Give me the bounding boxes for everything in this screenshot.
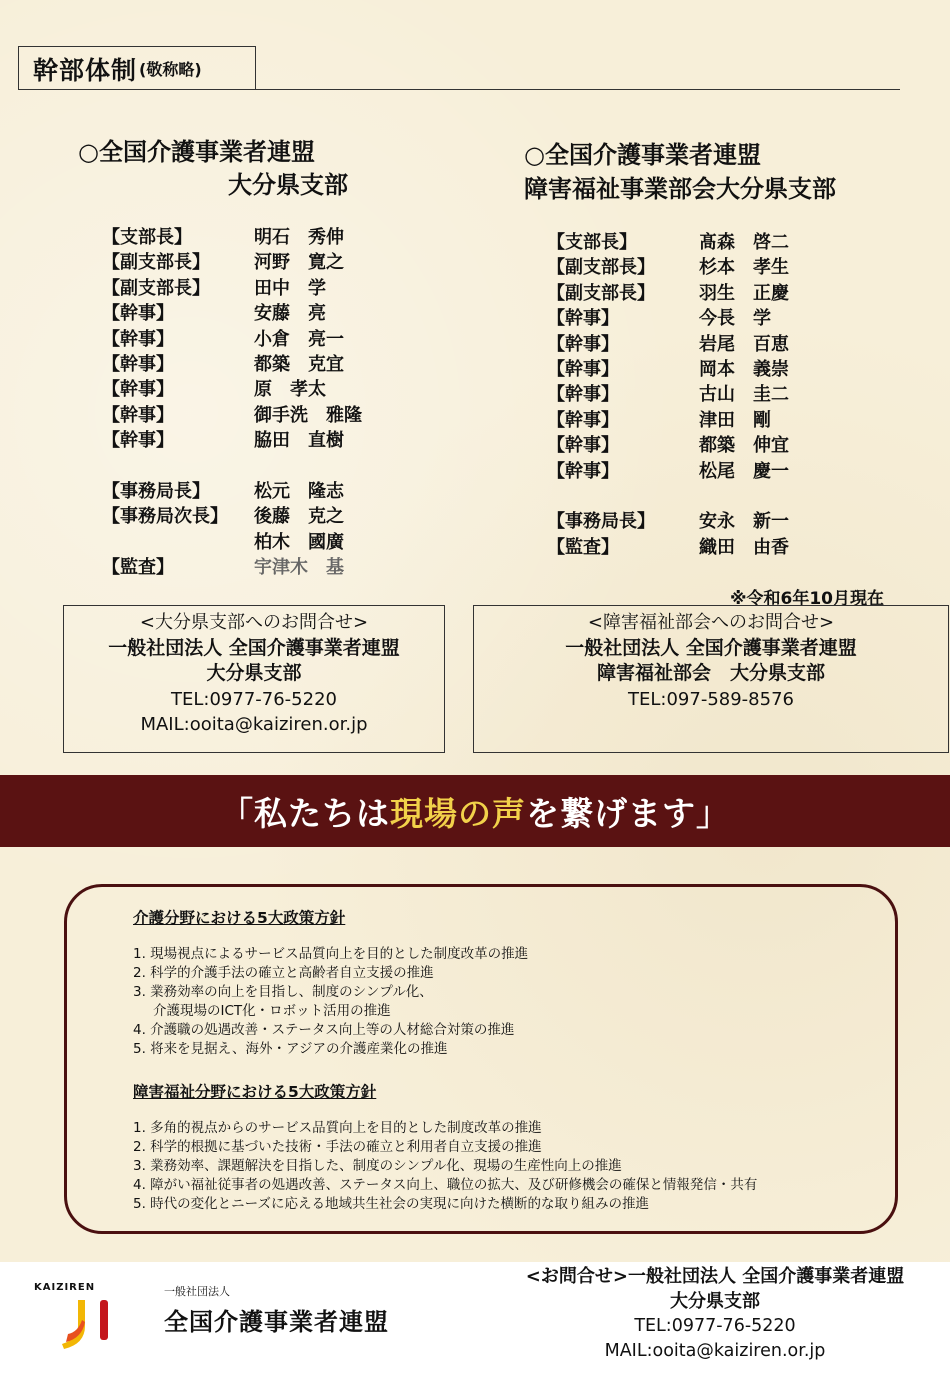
footer-contact	[480, 1265, 950, 1363]
contact-heading: <障害福祉部会へのお問合せ>	[587, 612, 835, 633]
roster-row: 【幹事】 都築 伸宜	[547, 435, 789, 457]
footer-contact-branch: 大分県支部	[670, 1290, 760, 1312]
left-roster	[102, 223, 362, 578]
contact-box-right	[473, 605, 949, 753]
roster-row: 【幹事】 津田 剛	[547, 409, 771, 431]
contact-box-left	[63, 605, 445, 753]
org-type-label: 一般社団法人	[164, 1285, 230, 1298]
care-policy-list	[133, 945, 528, 1059]
disability-policy-list	[133, 1119, 757, 1214]
roster-row: 【幹事】 安藤 亮	[102, 303, 326, 325]
roster-row: 【副支部長】 河野 寛之	[102, 252, 344, 274]
contact-tel: TEL:0977-76-5220	[171, 688, 337, 710]
header-divider	[18, 89, 900, 90]
slogan-highlight: 現場の声	[390, 793, 526, 833]
list-item: 介護現場のICT化・ロボット活用の推進	[153, 1003, 391, 1019]
list-item: 4. 介護職の処遇改善・ステータス向上等の人材総合対策の推進	[133, 1022, 515, 1038]
list-item: 1. 現場視点によるサービス品質向上を目的とした制度改革の推進	[133, 946, 529, 962]
contact-mail[interactable]: MAIL:ooita@kaiziren.or.jp	[140, 714, 368, 735]
roster-row: 【幹事】 原 孝太	[102, 379, 326, 401]
left-org-title-line2: 大分県支部	[228, 171, 348, 199]
right-org-title-line1: ○全国介護事業者連盟	[524, 141, 761, 169]
roster-row: 【幹事】 岡本 義崇	[547, 358, 789, 380]
disability-policy-section	[133, 1080, 757, 1214]
footer-mail[interactable]: MAIL:ooita@kaiziren.or.jp	[604, 1340, 826, 1361]
right-roster	[547, 228, 789, 558]
list-item: 4. 障がい福祉従事者の処遇改善、ステータス向上、職位の拡大、及び研修機会の確保と情報発信・共有	[133, 1177, 758, 1193]
list-item: 1. 多角的視点からのサービス品質向上を目的とした制度改革の推進	[133, 1120, 542, 1136]
roster-row: 【副支部長】 羽生 正慶	[547, 282, 789, 304]
roster-row: 柏木 國廣	[254, 531, 344, 553]
org-name: 全国介護事業者連盟	[164, 1308, 389, 1336]
list-item: 5. 時代の変化とニーズに応える地域共生社会の実現に向けた横断的な取り組みの推進	[133, 1196, 649, 1212]
contact-branch: 障害福祉部会 大分県支部	[596, 662, 825, 684]
section-header	[18, 46, 256, 90]
left-org-title-line1: ○全国介護事業者連盟	[78, 138, 315, 166]
kaiziren-logo-icon	[56, 1296, 126, 1351]
date-note: ※令和6年10月現在	[730, 589, 885, 609]
list-item: 3. 業務効率の向上を目指し、制度のシンプル化、	[133, 984, 433, 1000]
care-policy-heading: 介護分野における5大政策方針	[133, 909, 346, 927]
roster-row: 【副支部長】 杉本 孝生	[547, 257, 789, 279]
list-item: 5. 将来を見据え、海外・アジアの介護産業化の推進	[133, 1041, 448, 1057]
roster-row: 【幹事】 岩尾 百恵	[547, 333, 789, 355]
contact-heading: <大分県支部へのお問合せ>	[139, 612, 369, 633]
care-policy-section	[133, 906, 528, 1059]
logo-wordmark: KAIZIREN	[34, 1282, 96, 1293]
roster-row: 【副支部長】 田中 学	[102, 277, 326, 299]
list-item: 2. 科学的根拠に基づいた技術・手法の確立と利用者自立支援の推進	[133, 1139, 542, 1155]
roster-row: 【幹事】 脇田 直樹	[102, 430, 344, 452]
list-item: 3. 業務効率、課題解決を目指した、制度のシンプル化、現場の生産性向上の推進	[133, 1158, 622, 1174]
roster-row: 【支部長】 髙森 啓二	[547, 232, 789, 253]
footer-tel: TEL:0977-76-5220	[634, 1316, 796, 1336]
roster-row: 【幹事】 小倉 亮一	[102, 328, 344, 350]
section-subtitle: (敬称略)	[139, 60, 202, 79]
slogan-banner: 「私たちは 現場の声 を繋げます」	[0, 775, 950, 847]
roster-row: 【監査】 織田 由香	[547, 536, 789, 558]
list-item: 2. 科学的介護手法の確立と高齢者自立支援の推進	[133, 965, 434, 981]
roster-row: 【幹事】 都築 克宜	[102, 353, 344, 375]
roster-row: 【事務局長】 安永 新一	[547, 511, 789, 533]
roster-row: 【幹事】 今長 学	[547, 308, 771, 330]
roster-row: 【支部長】 明石 秀伸	[102, 227, 344, 248]
roster-row: 【事務局長】 松元 隆志	[102, 480, 344, 502]
roster-row: 【監査】 宇津木 基	[102, 557, 344, 579]
right-org-title-line2: 障害福祉事業部会大分県支部	[524, 175, 836, 203]
roster-row: 【幹事】 御手洗 雅隆	[102, 404, 362, 426]
roster-row: 【幹事】 松尾 慶一	[547, 460, 789, 482]
footer-contact-org: <お問合せ>一般社団法人 全国介護事業者連盟	[525, 1266, 905, 1287]
section-title: 幹部体制	[33, 55, 138, 85]
roster-row: 【事務局次長】 後藤 克之	[102, 506, 344, 528]
roster-row: 【幹事】 古山 圭二	[547, 384, 789, 406]
contact-tel: TEL:097-589-8576	[628, 688, 794, 710]
contact-org: 一般社団法人 全国介護事業者連盟	[108, 636, 400, 659]
contact-branch: 大分県支部	[206, 662, 302, 684]
contact-org: 一般社団法人 全国介護事業者連盟	[565, 636, 857, 659]
disability-policy-heading: 障害福祉分野における5大政策方針	[133, 1083, 377, 1101]
